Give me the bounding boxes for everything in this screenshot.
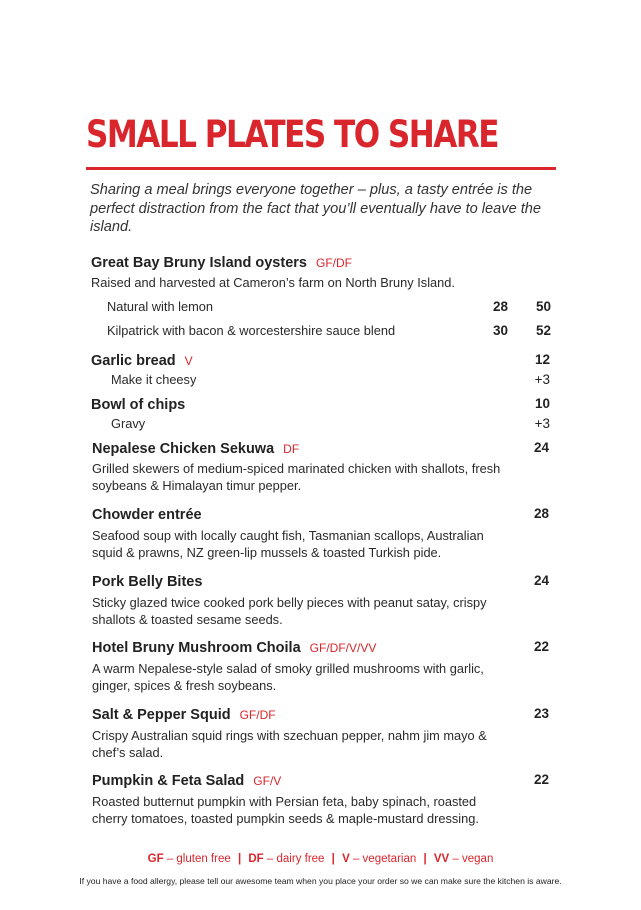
- item-price: 22: [533, 639, 549, 654]
- extra-label: Make it cheesy: [111, 372, 197, 387]
- key-v: V: [342, 853, 350, 865]
- allergy-note: If you have a food allergy, please tell our awesome team when you place your order so we can make sure the kitchen is aware.: [79, 876, 562, 886]
- section-intro: Sharing a meal brings everyone together – plus, a tasty entrée is the perfect distraction from the fact that you’ll eventually have to leave the island.: [90, 182, 542, 235]
- menu-item-garlic-bread: [91, 352, 193, 370]
- item-price: 24: [533, 440, 549, 455]
- item-description: Crispy Australian squid rings with szechuan pepper, nahm jim mayo & chef’s salad.: [92, 728, 487, 760]
- item-description: Roasted butternut pumpkin with Persian feta, baby spinach, roasted cherry tomatoes, toasted pumpkin seeds & maple-mustard dressing.: [92, 794, 479, 826]
- item-price: 22: [533, 772, 549, 787]
- key-gf-desc: – gluten free: [166, 853, 231, 865]
- key-vv: VV: [433, 853, 450, 865]
- menu-item-pork-belly: [92, 573, 202, 591]
- title-underline: [86, 167, 556, 170]
- item-name: Pork Belly Bites: [92, 574, 203, 590]
- key-v-desc: – vegetarian: [352, 853, 417, 865]
- dietary-tag: GF/V: [253, 774, 282, 788]
- dietary-key: [0, 853, 641, 865]
- option-label: Kilpatrick with bacon & worcestershire sauce blend: [107, 323, 396, 338]
- item-price: 28: [533, 506, 549, 521]
- item-name: Great Bay Bruny Island oysters: [91, 255, 307, 271]
- menu-item-chips: [91, 396, 185, 414]
- item-price: 12: [534, 352, 550, 367]
- section-title: SMALL PLATES TO SHARE: [86, 113, 498, 156]
- item-price: 24: [533, 573, 549, 588]
- menu-item-oysters: [91, 254, 352, 272]
- item-name: Nepalese Chicken Sekuwa: [92, 441, 275, 457]
- dietary-tag: V: [184, 354, 193, 368]
- key-vv-desc: – vegan: [452, 853, 494, 865]
- key-df: DF: [248, 853, 264, 865]
- item-name: Hotel Bruny Mushroom Choila: [92, 640, 301, 656]
- extra-price: +3: [534, 372, 550, 387]
- menu-item-sekuwa: [92, 440, 299, 458]
- item-name: Bowl of chips: [91, 397, 186, 413]
- item-name: Garlic bread: [91, 353, 176, 369]
- menu-item-squid: [92, 706, 276, 724]
- menu-item-pumpkin-salad: [92, 772, 281, 790]
- dietary-tag: GF/DF/V/VV: [309, 641, 377, 655]
- item-description: Sticky glazed twice cooked pork belly pieces with peanut satay, crispy shallots & toasted sesame seeds.: [92, 595, 487, 627]
- item-name: Salt & Pepper Squid: [92, 707, 231, 723]
- key-gf: GF: [147, 853, 164, 865]
- item-description: Grilled skewers of medium-spiced marinated chicken with shallots, fresh soybeans & Himalayan timur pepper.: [92, 461, 501, 493]
- option-label: Natural with lemon: [107, 299, 213, 314]
- item-description: A warm Nepalese-style salad of smoky grilled mushrooms with garlic, ginger, spices & fresh soybeans.: [92, 661, 484, 693]
- item-name: Pumpkin & Feta Salad: [92, 773, 245, 789]
- key-separator: |: [331, 853, 335, 865]
- option-price-large: 52: [535, 323, 551, 338]
- menu-item-chowder: [92, 506, 202, 524]
- item-price: 10: [534, 396, 550, 411]
- item-name: Chowder entrée: [92, 507, 202, 523]
- item-description: Raised and harvested at Cameron’s farm on North Bruny Island.: [91, 275, 455, 290]
- menu-item-choila: [92, 639, 376, 657]
- option-price-small: 28: [492, 299, 508, 314]
- extra-label: Gravy: [111, 416, 146, 431]
- key-df-desc: – dairy free: [266, 853, 325, 865]
- dietary-tag: GF/DF: [315, 256, 352, 270]
- dietary-tag: DF: [283, 442, 300, 456]
- item-description: Seafood soup with locally caught fish, Tasmanian scallops, Australian squid & prawns, NZ green-lip mussels & toasted Turkish pide.: [92, 528, 484, 560]
- key-separator: |: [237, 853, 242, 865]
- item-price: 23: [533, 706, 549, 721]
- key-separator: |: [423, 853, 427, 865]
- option-price-large: 50: [535, 299, 551, 314]
- extra-price: +3: [534, 416, 550, 431]
- option-price-small: 30: [492, 323, 508, 338]
- dietary-tag: GF/DF: [239, 708, 276, 722]
